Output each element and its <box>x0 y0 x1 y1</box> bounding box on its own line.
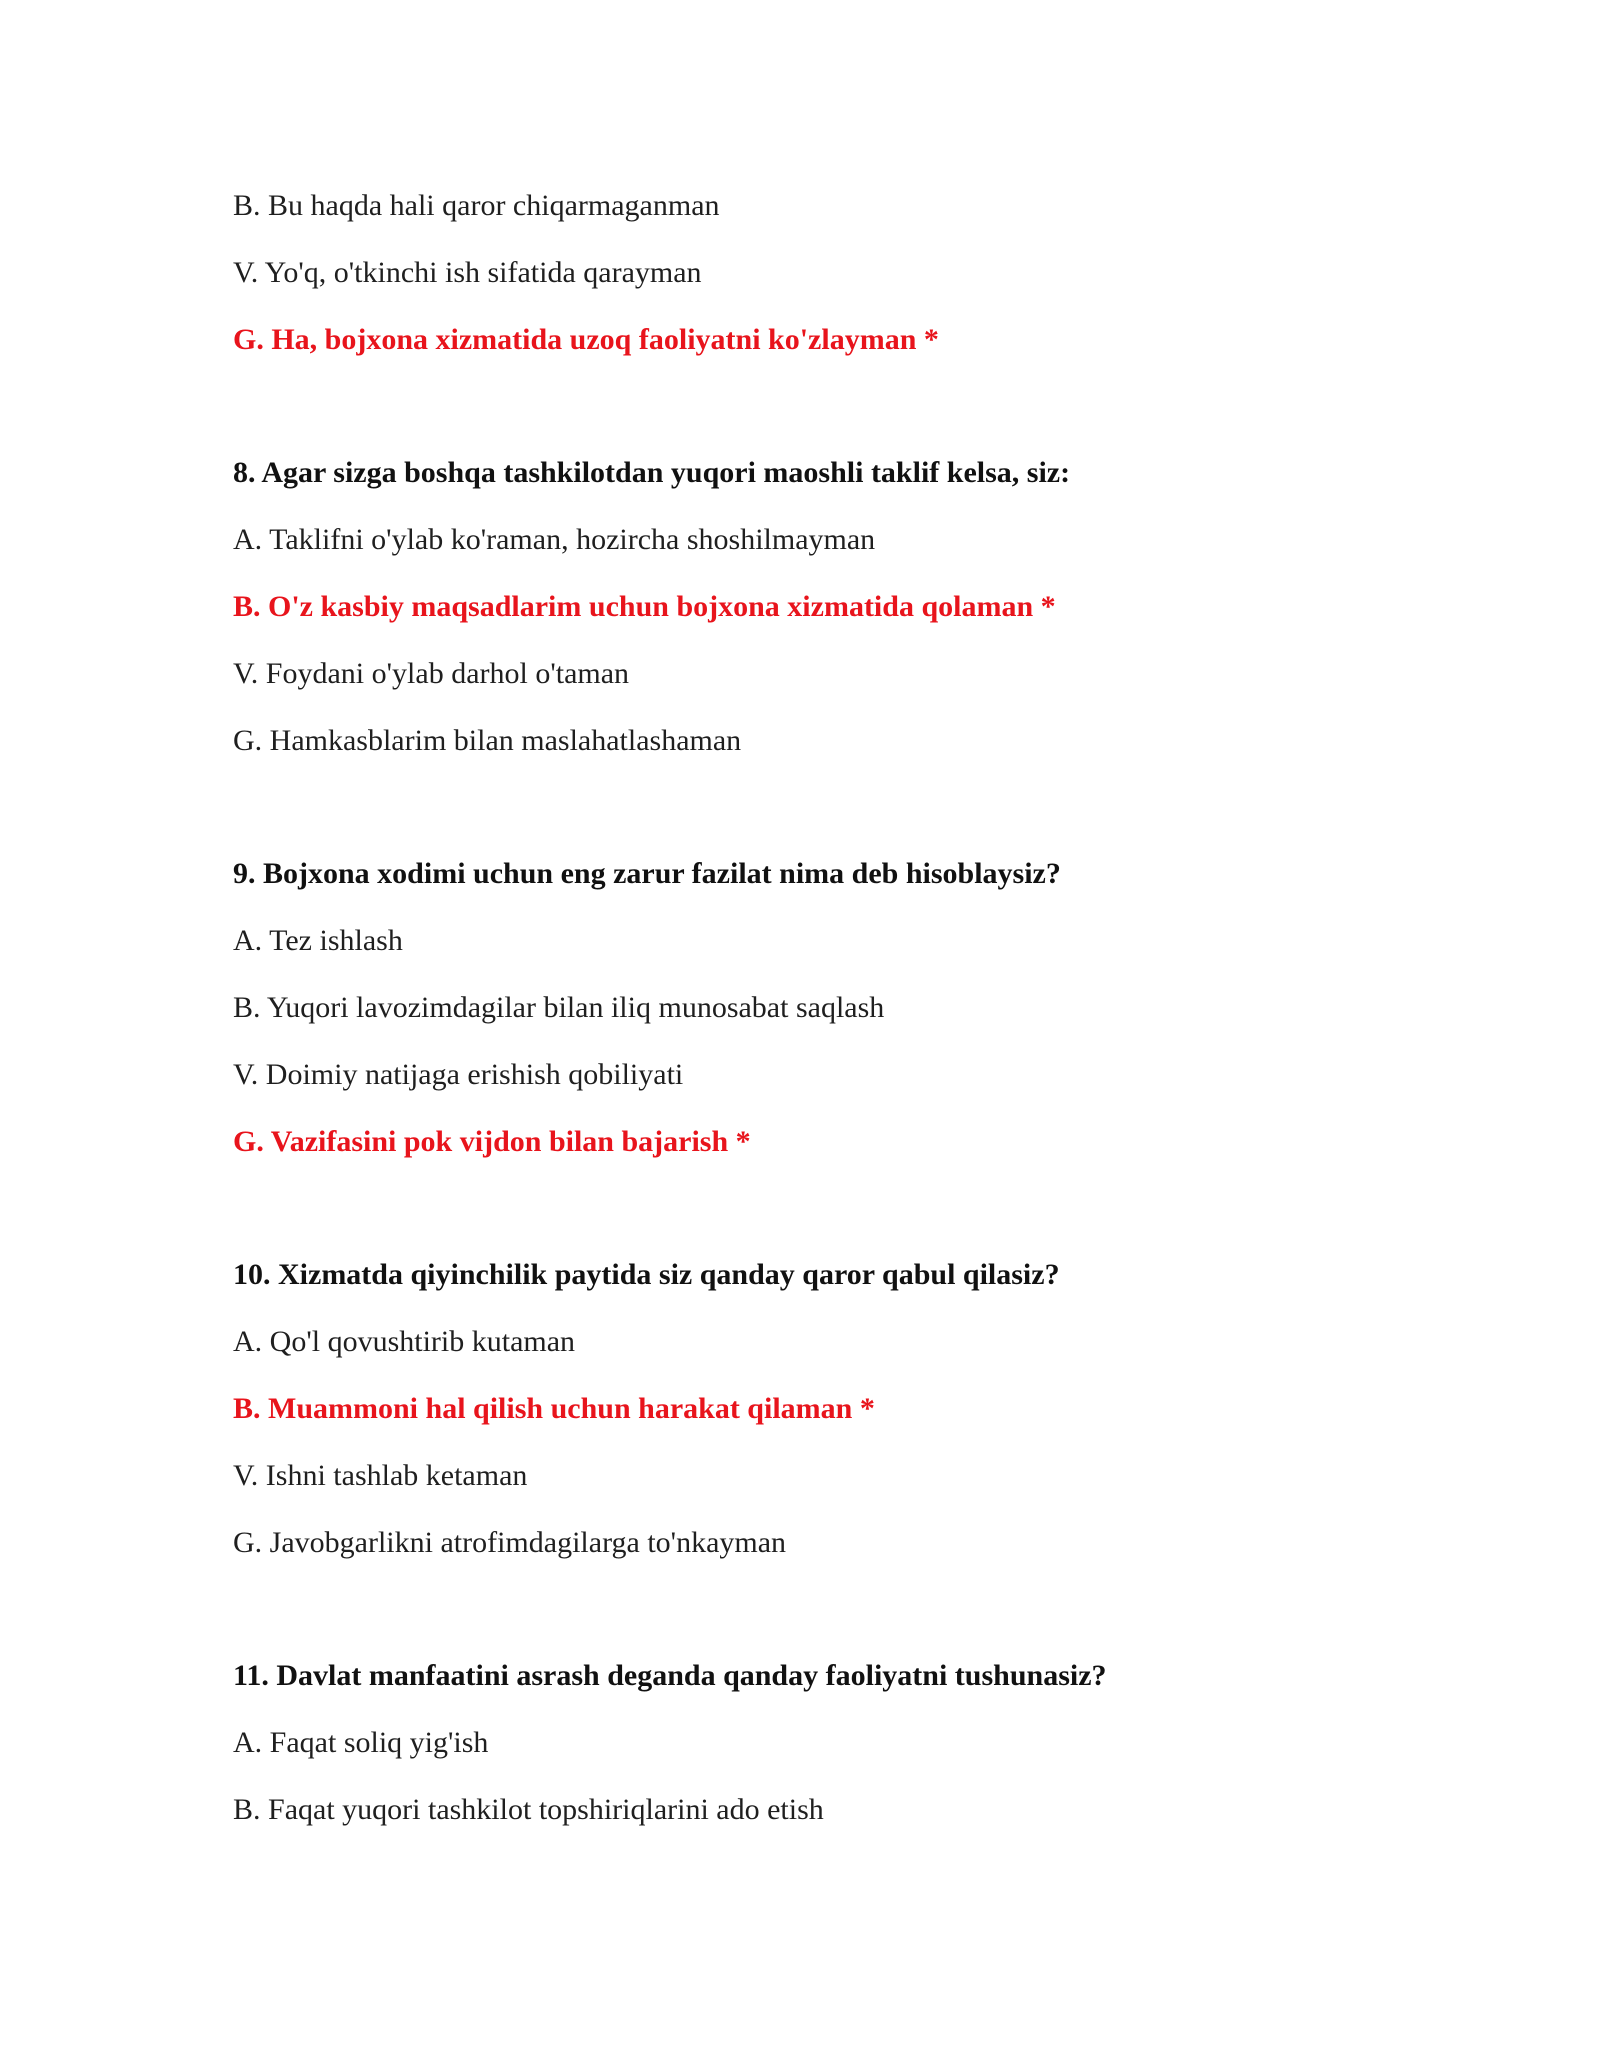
answer-option-correct: G. Ha, bojxona xizmatida uzoq faoliyatni ko'zlayman * <box>233 323 939 356</box>
answer-option: A. Taklifni o'ylab ko'raman, hozircha shoshilmayman <box>233 523 876 556</box>
question-10: 10. Xizmatda qiyinchilik paytida siz qanday qaror qabul qilasiz? <box>233 1258 1060 1291</box>
answer-option: A. Faqat soliq yig'ish <box>233 1726 489 1759</box>
answer-option: V. Foydani o'ylab darhol o'taman <box>233 657 630 690</box>
question-8: 8. Agar sizga boshqa tashkilotdan yuqori maoshli taklif kelsa, siz: <box>233 456 1071 489</box>
answer-option: A. Qo'l qovushtirib kutaman <box>233 1325 576 1358</box>
question-11: 11. Davlat manfaatini asrash deganda qanday faoliyatni tushunasiz? <box>233 1659 1107 1692</box>
answer-option: V. Doimiy natijaga erishish qobiliyati <box>233 1058 684 1091</box>
question-9: 9. Bojxona xodimi uchun eng zarur fazilat nima deb hisoblaysiz? <box>233 857 1061 890</box>
answer-option: B. Bu haqda hali qaror chiqarmaganman <box>233 189 720 222</box>
answer-option: G. Javobgarlikni atrofimdagilarga to'nkayman <box>233 1526 787 1559</box>
answer-option: B. Faqat yuqori tashkilot topshiriqlarini ado etish <box>233 1793 824 1826</box>
answer-option: G. Hamkasblarim bilan maslahatlashaman <box>233 724 742 757</box>
answer-option: V. Ishni tashlab ketaman <box>233 1459 528 1492</box>
answer-option-correct: B. O'z kasbiy maqsadlarim uchun bojxona xizmatida qolaman * <box>233 590 1056 623</box>
answer-option-correct: G. Vazifasini pok vijdon bilan bajarish * <box>233 1125 751 1158</box>
answer-option-correct: B. Muammoni hal qilish uchun harakat qilaman * <box>233 1392 875 1425</box>
answer-option: V. Yo'q, o'tkinchi ish sifatida qarayman <box>233 256 702 289</box>
answer-option: A. Tez ishlash <box>233 924 403 957</box>
answer-option: B. Yuqori lavozimdagilar bilan iliq munosabat saqlash <box>233 991 885 1024</box>
